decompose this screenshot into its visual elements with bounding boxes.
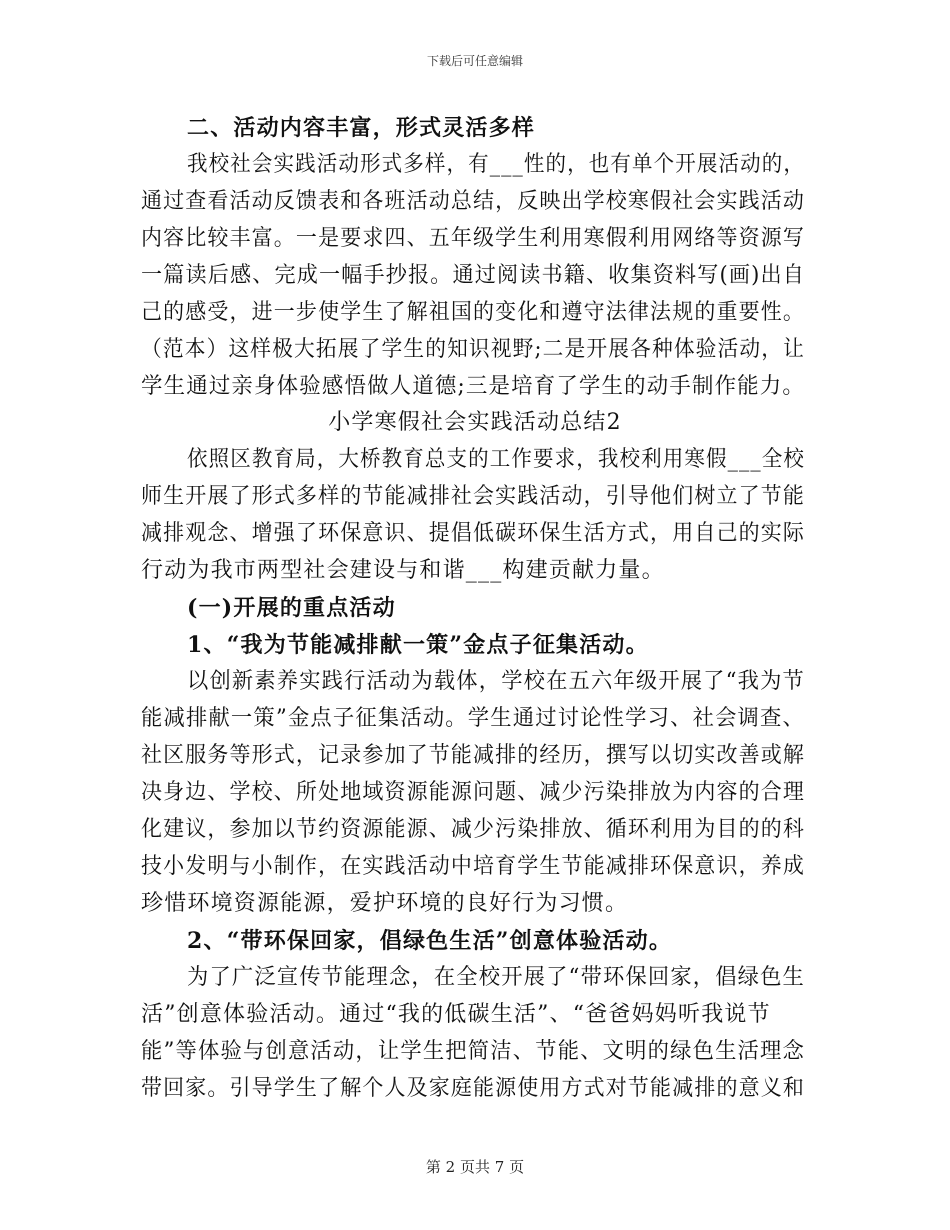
paragraph-line: 珍惜环境资源能源，爱护环境的良好行为习惯。 <box>141 891 629 916</box>
paragraph-line: 师生开展了形式多样的节能减排社会实践活动，引导他们树立了节能 <box>141 484 805 509</box>
item-heading: 2、“带环保回家，倡绿色生活”创意体验活动。 <box>187 928 673 954</box>
paragraph-line: 技小发明与小制作，在实践活动中培育学生节能减排环保意识，养成 <box>141 854 805 879</box>
paragraph-line: 决身边、学校、所处地域资源能源问题、减少污染排放为内容的合理 <box>141 780 805 805</box>
paragraph-line: 化建议，参加以节约资源能源、减少污染排放、循环利用为目的的科 <box>141 817 805 842</box>
page-footer: 第 2 页共 7 页 <box>425 1158 525 1176</box>
paragraph-line: 以创新素养实践行活动为载体，学校在五六年级开展了“我为节 <box>187 669 805 694</box>
paragraph-line: 社区服务等形式，记录参加了节能减排的经历，撰写以切实改善或解 <box>141 743 805 768</box>
item-heading: 1、“我为节能减排献一策”金点子征集活动。 <box>187 632 649 658</box>
paragraph-line: 能减排献一策”金点子征集活动。学生通过讨论性学习、社会调查、 <box>141 706 805 731</box>
paragraph-line: 依照区教育局，大桥教育总支的工作要求，我校利用寒假___全校 <box>187 447 805 472</box>
paragraph-line: 通过查看活动反馈表和各班活动总结，反映出学校寒假社会实践活动 <box>141 189 805 214</box>
paragraph-line: 能”等体验与创意活动，让学生把简洁、节能、文明的绿色生活理念 <box>141 1039 805 1064</box>
paragraph-line: 我校社会实践活动形式多样，有___性的，也有单个开展活动的， <box>187 152 805 177</box>
paragraph-line: 行动为我市两型社会建设与和谐___构建贡献力量。 <box>141 558 665 583</box>
page-header: 下载后可任意编辑 <box>426 54 523 68</box>
paragraph-line: 己的感受，进一步使学生了解祖国的变化和遵守法律法规的重要性。 <box>141 300 805 325</box>
section-heading: 二、活动内容丰富，形式灵活多样 <box>187 115 536 141</box>
paragraph-line: （范本）这样极大拓展了学生的知识视野;二是开展各种体验活动，让 <box>141 337 805 362</box>
paragraph-line: 带回家。引导学生了解个人及家庭能源使用方式对节能减排的意义和 <box>141 1076 805 1101</box>
paragraph-line: 减排观念、增强了环保意识、提倡低碳环保生活方式，用自己的实际 <box>141 521 805 546</box>
paragraph-line: 一篇读后感、完成一幅手抄报。通过阅读书籍、收集资料写(画)出自 <box>141 263 805 288</box>
subsection-heading: (一)开展的重点活动 <box>187 595 396 621</box>
paragraph-line: 活”创意体验活动。通过“我的低碳生活”、“爸爸妈妈听我说节 <box>141 1002 771 1027</box>
paragraph-line: 为了广泛宣传节能理念，在全校开展了“带环保回家，倡绿色生 <box>187 965 805 990</box>
paragraph-line: 学生通过亲身体验感悟做人道德;三是培育了学生的动手制作能力。 <box>141 374 805 399</box>
paragraph-line: 内容比较丰富。一是要求四、五年级学生利用寒假利用网络等资源写 <box>141 226 805 251</box>
document-title: 小学寒假社会实践活动总结2 <box>328 410 622 435</box>
